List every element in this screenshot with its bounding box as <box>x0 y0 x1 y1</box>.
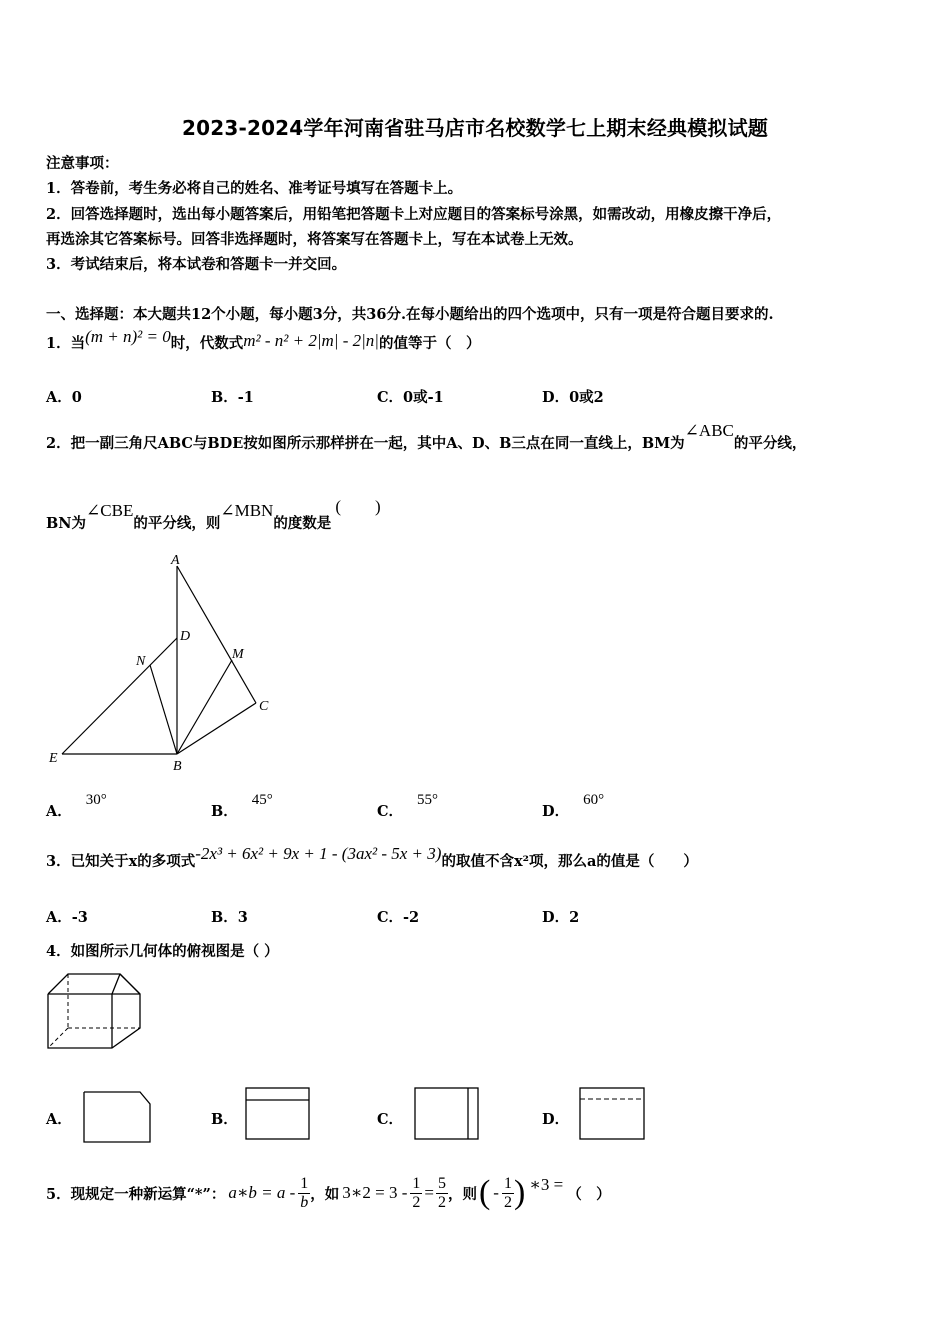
q2-option-a: A．30° <box>46 792 107 820</box>
label-e: E <box>49 751 58 766</box>
q5-question-minus: - <box>493 1183 499 1202</box>
notice-item-1: 1．答卷前，考生务必将自己的姓名、准考证号填写在答题卡上。 <box>46 180 463 197</box>
triangle-figure <box>40 548 280 778</box>
q3-prefix: 3．已知关于x的多项式 <box>46 853 196 870</box>
notice-item-3: 3．考试结束后，将本试卷和答题卡一并交回。 <box>46 256 347 273</box>
q4-option-c-label: C． <box>377 1111 404 1128</box>
q2-angle-mbn: ∠MBN <box>220 501 274 520</box>
q2-option-a-value: 30° <box>85 792 107 808</box>
q4-option-c-figure <box>412 1086 482 1144</box>
page-title: 2023-2024学年河南省驻马店市名校数学七上期末经典模拟试题 <box>181 116 769 140</box>
q3-option-b: B．3 <box>211 909 248 926</box>
q4-option-d-figure <box>578 1086 654 1144</box>
label-n: N <box>136 654 146 669</box>
question-4: 4．如图所示几何体的俯视图是（ ） <box>46 943 279 960</box>
q1-option-c: C．0或-1 <box>377 389 444 406</box>
q3-suffix: 的取值不含x²项，那么a的值是（ ） <box>441 853 698 870</box>
q5-question-fraction: $\frac{1}{2}$ <box>503 1174 512 1211</box>
q4-option-b-label: B． <box>211 1111 238 1128</box>
q1-mid: 时，代数式 <box>170 335 244 352</box>
q2-angle-cbe: ∠CBE <box>86 501 134 520</box>
q5-prefix: 5．现规定一种新运算“*”： <box>46 1185 226 1203</box>
q4-option-b-figure <box>244 1086 312 1144</box>
q3-option-a: A．-3 <box>46 909 88 926</box>
question-2-line-2 <box>46 496 381 532</box>
q5-example-fraction-2: $\frac{5}{2}$ <box>437 1174 446 1211</box>
q5-definition-left: a∗b = a - <box>228 1183 296 1202</box>
notice-item-2b: 再选涂其它答案标号。回答非选择题时，将答案写在答题卡上，写在本试卷上无效。 <box>46 231 583 248</box>
q2-line2-prefix: BN为 <box>46 515 87 532</box>
q2-option-c-value: 55° <box>417 792 439 808</box>
q2-line2-suffix: 的度数是 <box>273 515 332 532</box>
notice-item-2a: 2．回答选择题时，选出每小题答案后，用铅笔把答题卡上对应题目的答案标号涂黑，如需改动，用橡皮擦干净后， <box>46 206 782 223</box>
q1-option-b: B．-1 <box>211 389 254 406</box>
q3-option-c: C．-2 <box>377 909 420 926</box>
q5-left-paren: ( <box>478 1174 491 1211</box>
q2-option-d-value: 60° <box>583 792 605 808</box>
q5-right-paren: ) <box>513 1174 526 1211</box>
q1-option-a: A．0 <box>46 389 82 406</box>
q1-condition: (m + n)² = 0 <box>85 327 171 346</box>
q2-line1-prefix: 2．把一副三角尺ABC与BDE按如图所示那样拼在一起，其中A、D、B三点在同一直线上，BM为 <box>46 435 685 452</box>
q3-option-d: D．2 <box>542 909 580 926</box>
q5-example-equals: = <box>424 1183 434 1202</box>
q2-line1-suffix: 的平分线， <box>733 435 807 452</box>
q5-example-prefix: ，如 <box>310 1185 340 1203</box>
label-d: D <box>180 629 191 644</box>
question-1 <box>46 327 481 353</box>
notice-heading: 注意事项： <box>46 155 119 172</box>
q4-option-a-figure <box>82 1090 154 1146</box>
q5-question-right: ∗3 = <box>529 1175 564 1194</box>
label-b: B <box>173 759 182 774</box>
section-heading: 一、选择题：本大题共12个小题，每小题3分，共36分.在每小题给出的四个选项中，只有一项是符合题目要求的. <box>46 306 774 323</box>
question-5 <box>46 1170 611 1216</box>
question-2-line-1 <box>46 420 807 452</box>
q1-expression: m² - n² + 2|m| - 2|n| <box>243 331 379 350</box>
q5-example-fraction-1: $\frac{1}{2}$ <box>412 1174 421 1211</box>
q2-answer-blank: ( ) <box>335 497 381 516</box>
label-c: C <box>259 699 269 714</box>
label-a: A <box>171 553 180 568</box>
q2-option-c: C．55° <box>377 792 439 820</box>
q5-definition-fraction: $\frac{1}{b}$ <box>300 1174 309 1211</box>
q1-prefix: 1．当 <box>46 335 86 352</box>
q2-option-b-value: 45° <box>251 792 273 808</box>
q2-angle-abc: ∠ABC <box>684 421 734 440</box>
q3-expression: -2x³ + 6x² + 9x + 1 - (3ax² - 5x + 3) <box>195 844 442 863</box>
q4-option-a-label: A． <box>46 1111 72 1128</box>
q1-suffix: 的值等于（ ） <box>378 335 481 352</box>
q2-option-b: B．45° <box>211 792 273 820</box>
q2-line2-mid: 的平分线，则 <box>133 515 221 532</box>
q4-option-d-label: D． <box>542 1111 570 1128</box>
q5-then: ，则 <box>447 1185 477 1203</box>
question-3 <box>46 844 698 871</box>
q2-option-d: D．60° <box>542 792 605 820</box>
q1-option-d: D．0或2 <box>542 389 604 406</box>
q5-example-left: 3∗2 = 3 - <box>342 1183 408 1202</box>
label-m: M <box>232 647 244 662</box>
q5-suffix: （ ） <box>567 1185 611 1203</box>
solid-figure <box>44 970 144 1052</box>
